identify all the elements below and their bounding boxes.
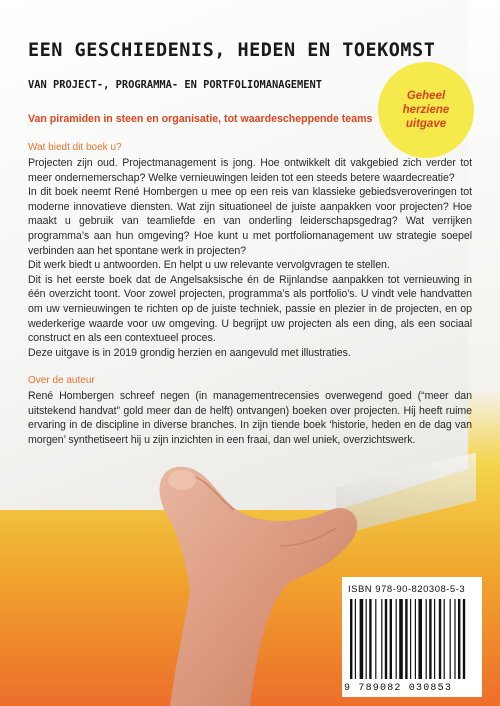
paragraph: Deze uitgave is in 2019 grondig herzien en aangevuld met illustraties. [28, 346, 351, 359]
barcode-bar [360, 599, 364, 679]
paragraph: Dit werk biedt u antwoorden. En helpt u uw relevante vervolgvragen te stellen. [28, 259, 390, 272]
barcode-bar [418, 599, 422, 679]
barcode-bar [390, 599, 392, 679]
barcode-bar [439, 599, 441, 679]
barcode-bar [429, 599, 431, 679]
tagline: Van piramiden in steen en organisatie, tot waardescheppende teams [28, 113, 373, 125]
section-heading-auteur: Over de auteur [28, 375, 95, 386]
paragraph: Dit is het eerste boek dat de Angelsaksische én de Rijnlandse aanpakken tot vernieuwing in één overzicht toont. Voor zowel projecten, programma’s als portfolio’s. U vindt vele handvatten om uw vernieuwingen te richten op de juiste techniek, passie en plezier in de projecten, en op wederkerige waarde voor uw omgeving. U begrijpt uw projecten als een ding, als een sociaal construct en als een contextueel proces. [28, 273, 472, 345]
barcode-bar [375, 599, 376, 679]
paragraph: In dit boek neemt René Hombergen u mee op een reis van klassieke gebiedsveroveringen tot moderne innovatieve diensten. Wat zijn situationeel de juiste aanpakken voor projecten? Hoe maakt u gebruik van teamliefde en van onderling leiderschapsgedrag? Wat verrijken programma’s aan hun omgeving? Hoe kunt u met portfoliomanagement uw strategie soepel verbinden aan het spontane werk in projecten? [28, 186, 472, 257]
cover-subtitle: VAN PROJECT-, PROGRAMMA- EN PORTFOLIOMANAGEMENT [28, 79, 323, 91]
barcode-bar [405, 599, 407, 679]
barcode-bar [385, 599, 387, 679]
hand-image [130, 450, 370, 706]
section-body-wat-biedt [28, 156, 472, 360]
paragraph: René Hombergen schreef negen (in managementrecensies overwegend goed (“meer dan uitstekend handvat” gold meer dan de helft) ontvangen) boeken over projecten. Hij heeft ruime ervaring in de discipline in diverse branches. In zijn tiende boek ‘historie, heden en de dag van morgen’ synthetiseert hij u zijn inzichten in een fraai, dan wel uniek, overzichtswerk. [28, 390, 472, 446]
barcode-bar [366, 599, 367, 679]
barcode-bar [454, 599, 455, 679]
badge-line-2: herziene [402, 104, 450, 116]
barcode [348, 599, 476, 679]
edition-badge [378, 62, 474, 158]
barcode-bar [381, 599, 382, 679]
barcode-bar [369, 599, 371, 679]
barcode-bar [458, 599, 460, 679]
section-heading-wat-biedt: Wat biedt dit boek u? [28, 142, 122, 153]
barcode-bar [450, 599, 451, 679]
barcode-bar [396, 599, 397, 679]
section-body-auteur [28, 389, 472, 447]
barcode-bar [350, 599, 352, 679]
barcode-bar [410, 599, 411, 679]
badge-line-1: Geheel [406, 90, 446, 102]
barcode-bar [355, 599, 356, 679]
cover-title: EEN GESCHIEDENIS, HEDEN EN TOEKOMST [28, 40, 436, 61]
barcode-bar [426, 599, 427, 679]
barcode-bar [434, 599, 435, 679]
barcode-bar [463, 599, 465, 679]
barcode-bar [399, 599, 403, 679]
isbn-label: ISBN 978-90-820308-5-3 [348, 584, 466, 595]
paragraph: Projecten zijn oud. Projectmanagement is jong. Hoe ontwikkelt dit vakgebied zich verder tot meer ondernemerschap? Welke vernieuwingen leiden tot een steeds betere waardecreatie? [28, 157, 472, 184]
badge-line-3: uitgave [405, 118, 447, 130]
ean-digits: 9 789082 030853 [344, 683, 453, 694]
barcode-bar [444, 599, 445, 679]
barcode-bar [415, 599, 416, 679]
